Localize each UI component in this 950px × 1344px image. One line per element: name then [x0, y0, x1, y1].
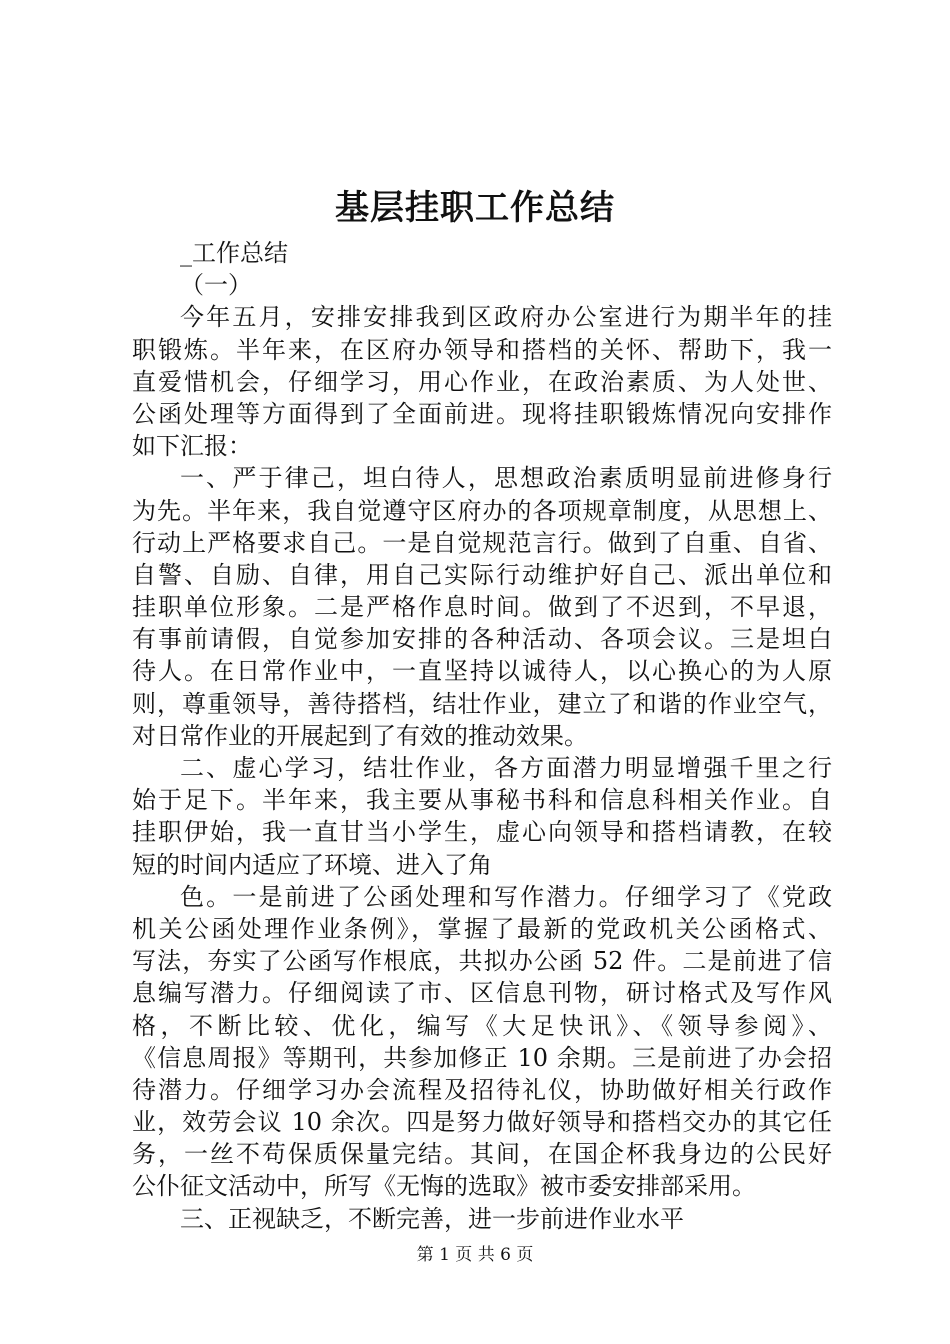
text-line: 三、正视缺乏，不断完善，进一步前进作业水平	[180, 1204, 684, 1233]
text-line: 挂职单位形象。二是严格作息时间。做到了不迟到，不早退，	[132, 593, 832, 622]
text-line: 短的时间内适应了环境、进入了角	[132, 850, 492, 879]
text-line: 一、严于律己，坦白待人，思想政治素质明显前进修身行	[180, 464, 832, 493]
text-line: 自警、自励、自律，用自己实际行动维护好自己、派出单位和	[132, 560, 832, 589]
text-line: 息编写潜力。仔细阅读了市、区信息刊物，研讨格式及写作风	[132, 979, 832, 1008]
text-line: 《信息周报》等期刊，共参加修正 10 余期。三是前进了办会招	[132, 1043, 832, 1072]
text-line: 职锻炼。半年来，在区府办领导和搭档的关怀、帮助下，我一	[132, 335, 832, 364]
text-line: 务，一丝不苟保质保量完结。其间，在国企杯我身边的公民好	[132, 1140, 832, 1169]
text-line: 机关公函处理作业条例》，掌握了最新的党政机关公函格式、	[132, 914, 832, 943]
text-line: 色。一是前进了公函处理和写作潜力。仔细学习了《党政	[180, 882, 832, 911]
text-line: 今年五月，安排安排我到区政府办公室进行为期半年的挂	[180, 303, 832, 332]
text-line: 待潜力。仔细学习办会流程及招待礼仪，协助做好相关行政作	[132, 1075, 832, 1104]
text-line: （一）	[180, 271, 252, 300]
text-line: 写法，夯实了公函写作根底，共拟办公函 52 件。二是前进了信	[132, 947, 832, 976]
text-line: 挂职伊始，我一直甘当小学生，虚心向领导和搭档请教，在较	[132, 818, 832, 847]
document-title: 基层挂职工作总结	[335, 188, 615, 228]
text-line: 始于足下。半年来，我主要从事秘书科和信息科相关作业。自	[132, 786, 832, 815]
text-line: 直爱惜机会，仔细学习，用心作业，在政治素质、为人处世、	[132, 367, 832, 396]
text-line: 有事前请假，自觉参加安排的各种活动、各项会议。三是坦白	[132, 625, 832, 654]
text-line: 为先。半年来，我自觉遵守区府办的各项规章制度，从思想上、	[132, 496, 832, 525]
text-line: 二、虚心学习，结壮作业，各方面潜力明显增强千里之行	[180, 754, 832, 782]
text-line: 公仆征文活动中，所写《无悔的选取》被市委安排部采用。	[132, 1172, 756, 1201]
text-line: 业，效劳会议 10 余次。四是努力做好领导和搭档交办的其它任	[132, 1108, 832, 1137]
text-line: 则，尊重领导，善待搭档，结壮作业，建立了和谐的作业空气，	[132, 689, 832, 718]
text-line: 如下汇报：	[132, 432, 252, 461]
text-line: _工作总结	[180, 239, 288, 267]
text-line: 格，不断比较、优化，编写《大足快讯》、《领导参阅》、	[132, 1011, 832, 1040]
text-line: 公函处理等方面得到了全面前进。现将挂职锻炼情况向安排作	[132, 399, 832, 428]
text-line: 行动上严格要求自己。一是自觉规范言行。做到了自重、自省、	[132, 528, 832, 557]
text-line: 待人。在日常作业中，一直坚持以诚待人，以心换心的为人原	[132, 657, 832, 686]
document-body	[132, 237, 832, 1235]
text-line: 对日常作业的开展起到了有效的推动效果。	[132, 721, 588, 750]
page-footer: 第 1 页 共 6 页	[416, 1245, 534, 1265]
